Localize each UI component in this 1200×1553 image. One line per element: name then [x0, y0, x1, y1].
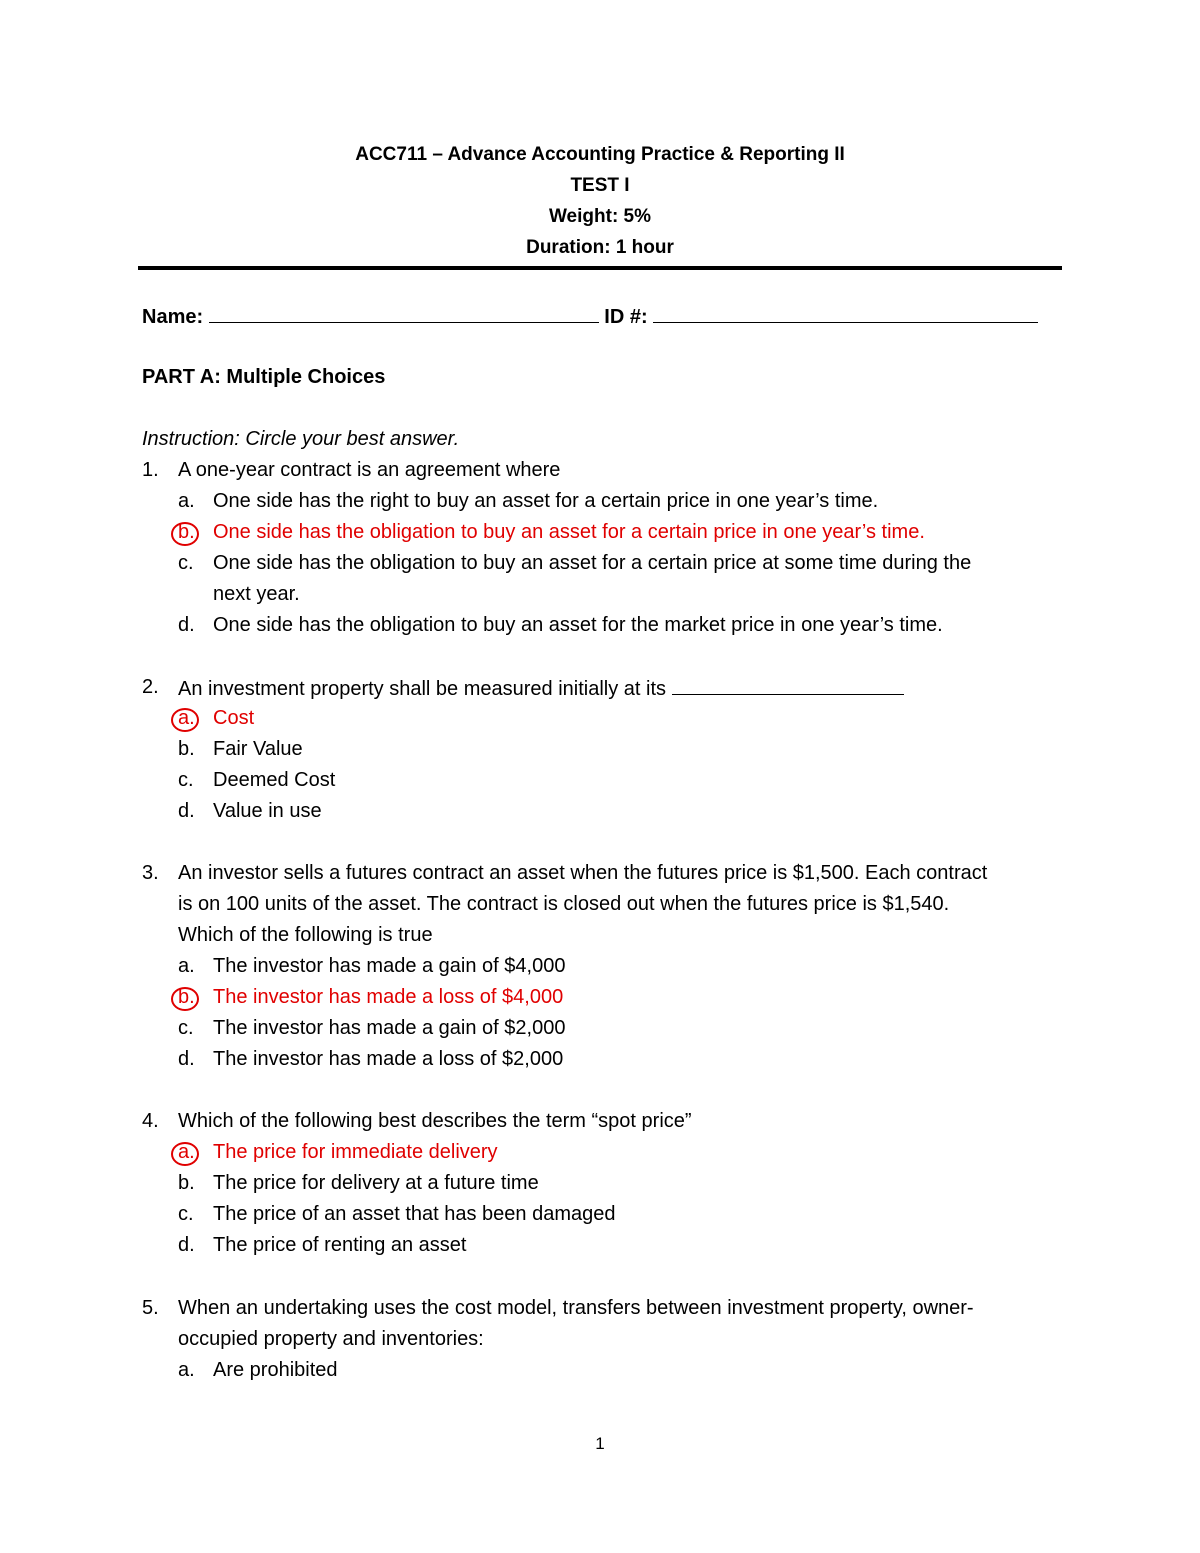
course-title: ACC711 – Advance Accounting Practice & Reporting II — [355, 144, 845, 165]
weight-label: Weight: 5% — [548, 206, 652, 227]
question-text — [178, 893, 949, 916]
option-letter: a. — [178, 707, 195, 729]
question-text — [178, 676, 904, 701]
option-letter: b. — [178, 1172, 195, 1194]
question-text — [178, 924, 433, 947]
option-letter: d. — [178, 614, 195, 636]
question-text-line: An investor sells a futures contract an asset when the futures price is $1,500. Each contract — [178, 862, 988, 884]
question-text-line: When an undertaking uses the cost model, transfers between investment property, owner- — [178, 1297, 974, 1319]
option-letter: d. — [178, 1234, 195, 1256]
answer-circle-icon — [171, 522, 199, 546]
option-letter: b. — [178, 738, 195, 760]
option-text: The price of an asset that has been damaged — [213, 1203, 616, 1225]
duration-label: Duration: 1 hour — [526, 237, 674, 258]
option-text: Value in use — [213, 800, 322, 822]
option-text: Cost — [213, 707, 255, 729]
question-number: 3. — [142, 862, 159, 884]
question-text — [178, 1110, 692, 1133]
option-letter: c. — [178, 552, 194, 574]
option-letter: b. — [178, 521, 195, 543]
question-text-line: Which of the following is true — [178, 924, 433, 946]
name-blank[interactable] — [209, 304, 599, 323]
question-text-line: is on 100 units of the asset. The contract is closed out when the futures price is $1,540. — [178, 893, 950, 915]
option-text: Are prohibited — [213, 1359, 338, 1381]
question-text-line: Which of the following best describes the term “spot price” — [178, 1110, 692, 1132]
question-text-line: An investment property shall be measured initially at its — [178, 678, 667, 700]
question-text — [178, 1328, 484, 1351]
option-letter: b. — [178, 986, 195, 1008]
option-letter: c. — [178, 769, 194, 791]
option-text: The investor has made a gain of $4,000 — [213, 955, 566, 977]
option-text: The price of renting an asset — [213, 1234, 467, 1256]
answer-circle-icon — [171, 708, 199, 732]
answer-circle-icon — [171, 987, 199, 1011]
option-text: One side has the obligation to buy an asset for a certain price at some time during the — [213, 552, 972, 574]
option-text: Deemed Cost — [213, 769, 336, 791]
answer-blank — [672, 676, 904, 695]
name-field-row — [142, 304, 1038, 329]
id-blank[interactable] — [653, 304, 1038, 323]
question-text — [178, 459, 560, 482]
page-number: 1 — [595, 1434, 605, 1453]
name-label: Name: — [142, 306, 204, 328]
option-letter: a. — [178, 1359, 195, 1381]
option-text: One side has the obligation to buy an asset for a certain price in one year’s time. — [213, 521, 925, 543]
test-title: TEST I — [570, 175, 630, 196]
question-number: 1. — [142, 459, 159, 481]
id-label: ID #: — [604, 306, 648, 328]
option-text: The investor has made a loss of $4,000 — [213, 986, 564, 1008]
option-letter: a. — [178, 955, 195, 977]
answer-circle-icon — [171, 1142, 199, 1166]
question-number: 5. — [142, 1297, 159, 1319]
option-letter: d. — [178, 800, 195, 822]
question-text — [178, 1297, 974, 1320]
question-number: 4. — [142, 1110, 159, 1132]
instruction: Instruction: Circle your best answer. — [142, 428, 460, 450]
option-text: One side has the obligation to buy an asset for the market price in one year’s time. — [213, 614, 943, 636]
option-text: One side has the right to buy an asset for a certain price in one year’s time. — [213, 490, 879, 512]
part-title: PART A: Multiple Choices — [142, 366, 386, 388]
option-letter: d. — [178, 1048, 195, 1070]
option-letter: c. — [178, 1203, 194, 1225]
option-letter: a. — [178, 1141, 195, 1163]
option-text: The investor has made a gain of $2,000 — [213, 1017, 566, 1039]
option-text: The price for delivery at a future time — [213, 1172, 539, 1194]
option-text: The price for immediate delivery — [213, 1141, 498, 1163]
option-text: next year. — [213, 583, 300, 605]
question-text-line: A one-year contract is an agreement where — [178, 459, 561, 481]
question-text — [178, 862, 987, 885]
header-divider — [138, 266, 1062, 270]
option-text: Fair Value — [213, 738, 303, 760]
question-number: 2. — [142, 676, 159, 698]
option-text: The investor has made a loss of $2,000 — [213, 1048, 564, 1070]
option-letter: c. — [178, 1017, 194, 1039]
question-text-line: occupied property and inventories: — [178, 1328, 484, 1350]
option-letter: a. — [178, 490, 195, 512]
